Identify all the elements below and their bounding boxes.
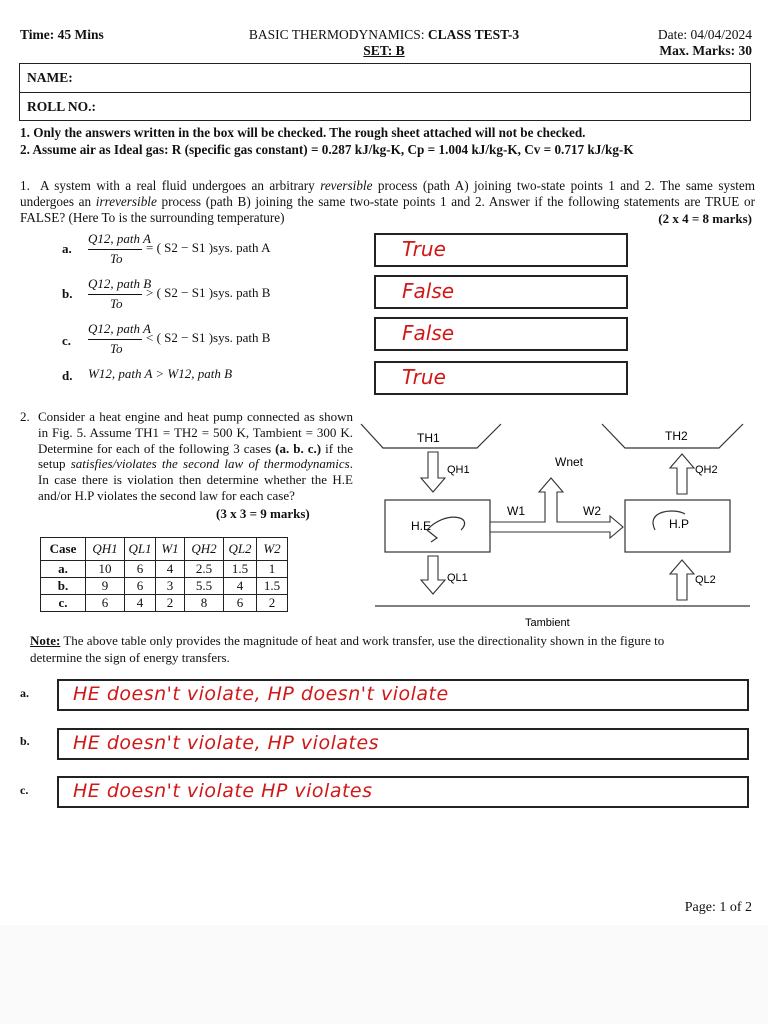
w1-label: W1 [507,504,525,518]
question-1-marks: (2 x 4 = 8 marks) [658,211,752,226]
q1-part-a-label: a. [62,241,72,256]
q1-part-a-answer: True [402,237,446,261]
page-number: Page: 1 of 2 [684,900,752,915]
roll-label: ROLL NO.: [27,99,97,114]
heat-engine-box [385,500,490,552]
table-row: b. 9 6 3 5.5 4 1.5 [41,578,288,595]
q1-part-d-equation: W12, path A > W12, path B [88,366,233,381]
table-row: c. 6 4 2 8 6 2 [41,595,288,612]
qh2-arrow [670,454,694,494]
q1-part-b-answer-box[interactable] [374,275,628,309]
q2-answer-b-box[interactable] [57,728,749,760]
question-2-text: Consider a heat engine and heat pump connected as shown in Fig. 5. Assume TH1 = TH2 = 500 K, Tambient = 300 K. Determine for each of the following 3 cases (a. b. c.) if the setup satisfies/violates the second law of thermodynamics. In case there is violation then determine whether the H.E and/or H.P violates the second law for each case? [38,409,353,503]
q2-answer-a-label: a. [20,686,29,700]
data-table [40,537,288,612]
max-marks-label: Max. Marks: 30 [659,43,752,58]
table-header-qh2: QH2 [185,538,224,561]
question-1-text: 1. A system with a real fluid undergoes an arbitrary reversible process (path A) joining two-state points 1 and 2. The same system undergoes an irreversible process (path B) joining the same two-state points 1 and 2. Answer if the following statements are TRUE or FALSE? (Here To is the surrounding temperature) [20,178,755,225]
note-text: Note: The above table only provides the magnitude of heat and work transfer, use the directionality shown in the figure to determine the sign of energy transfers. [30,633,665,665]
q1-part-b-label: b. [62,286,73,301]
q1-part-b-answer: False [402,279,455,303]
table-header-w2: W2 [257,538,288,561]
q2-answer-b: HE doesn't violate, HP violates [73,732,380,754]
table-header-ql2: QL2 [224,538,257,561]
table-header-ql1: QL1 [125,538,156,561]
qh1-arrow [421,452,445,492]
ql2-arrow [670,560,694,600]
time-label: Time: 45 Mins [20,27,104,42]
q1-part-c-answer-box[interactable] [374,317,628,351]
q2-answer-a: HE doesn't violate, HP doesn't violate [73,683,449,705]
q2-answer-b-label: b. [20,734,30,748]
table-header-w1: W1 [156,538,185,561]
set-label: SET: B [363,43,405,58]
q1-part-d-answer-box[interactable] [374,361,628,395]
question-2-marks: (3 x 3 = 9 marks) [216,506,310,521]
question-2-number: 2. [20,409,30,424]
table-header-row [41,538,288,561]
tambient-label: Tambient [525,617,570,629]
he-label: H.E [411,519,432,533]
q2-answer-c-box[interactable] [57,776,749,808]
name-label: NAME: [27,70,73,85]
exam-title: BASIC THERMODYNAMICS: CLASS TEST-3 [248,27,520,42]
qh2-label: QH2 [695,464,718,476]
instruction-2: 2. Assume air as Ideal gas: R (specific gas constant) = 0.287 kJ/kg-K, Cp = 1.004 kJ/kg-K, Cv = 0.717 kJ/kg-K [20,142,634,157]
q2-answer-c-label: c. [20,783,29,797]
ql1-label: QL1 [447,572,468,584]
exam-page: Time: 45 Mins BASIC THERMODYNAMICS: CLASS TEST-3 Date: 04/04/2024 SET: B Max. Marks: 30 NAME: ROLL NO.: 1. Only the answers written in the box will be checked. The rough sheet attached will not be checked. 2. Assume air as Ideal gas: R (specific gas constant) = 0.287 kJ/kg-K, Cp = 1.004 kJ/kg-K, Cv = 0.717 kJ/kg-K 1. A system with a real fluid undergoes an arbitrary reversible process (path A) joining two-state points 1 and 2. The same system undergoes an irreversible process (path B) joining the same two-state points 1 and 2. Answer if the following statements are TRUE or FALSE? (Here To is the surrounding temperature) (2 x 4 = 8 marks) a. Q12, path A To = ( S2 − S1 )sys. path A True b. Q12, path B To > ( S2 − S1 )sys. path B False c. Q12, path A To < ( S2 − S1 )sys. path B False d. W12, path A > W12, path B True 2. Consider a heat engine and heat pump connected as shown in Fig. 5. Assume TH1 = TH2 = 500 K, Tambient = 300 K. Determine for each of the following 3 cases (a. b. c.) if the setup satisfies/violates the second law of thermodynamics. In case there is violation then determine whether the H.E and/or H.P violates the second law for each case? (3 x 3 = 9 marks) Case QH1 QL1 W1 QH2 QL2 W2 a. 10 6 4 2.5 1.5 1 b. 9 6 3 5.5 4 1.5 c. 6 4 2 8 6 2 TH1 TH2 Tambient H.E H.P QH1 QL1 QH2 QL2 Wnet W1 W2 Note: The above table only provides the magnitude of heat and work transfer, use the directionality shown in the figure to determine the sign of energy transfers. a. HE doesn't violate, HP doesn't violate b. HE doesn't violate, HP violates c. HE doesn't violate HP violates Page: 1 of 2 [0,0,768,925]
roll-row[interactable] [20,92,750,121]
name-row[interactable] [20,64,750,92]
qh1-label: QH1 [447,464,470,476]
w2-label: W2 [583,504,601,518]
student-info-box [19,63,751,121]
date-label: Date: 04/04/2024 [657,27,752,42]
table-header-case: Case [41,538,86,561]
th2-label: TH2 [665,429,688,443]
ql1-arrow [421,556,445,594]
table-row: a. 10 6 4 2.5 1.5 1 [41,561,288,578]
heat-engine-heat-pump-figure [355,418,755,638]
q1-part-c-label: c. [62,333,72,348]
q1-part-a-answer-box[interactable] [374,233,628,267]
wnet-label: Wnet [555,455,584,469]
ql2-label: QL2 [695,574,716,586]
q1-part-c-answer: False [402,321,455,345]
q2-answer-a-box[interactable] [57,679,749,711]
table-header-qh1: QH1 [86,538,125,561]
q2-answer-c: HE doesn't violate HP violates [73,780,373,802]
q1-part-d-label: d. [62,368,73,383]
q1-part-d-answer: True [402,365,446,389]
th1-label: TH1 [417,431,440,445]
instruction-1: 1. Only the answers written in the box will be checked. The rough sheet attached will not be checked. [20,125,586,140]
hp-label: H.P [669,517,690,531]
